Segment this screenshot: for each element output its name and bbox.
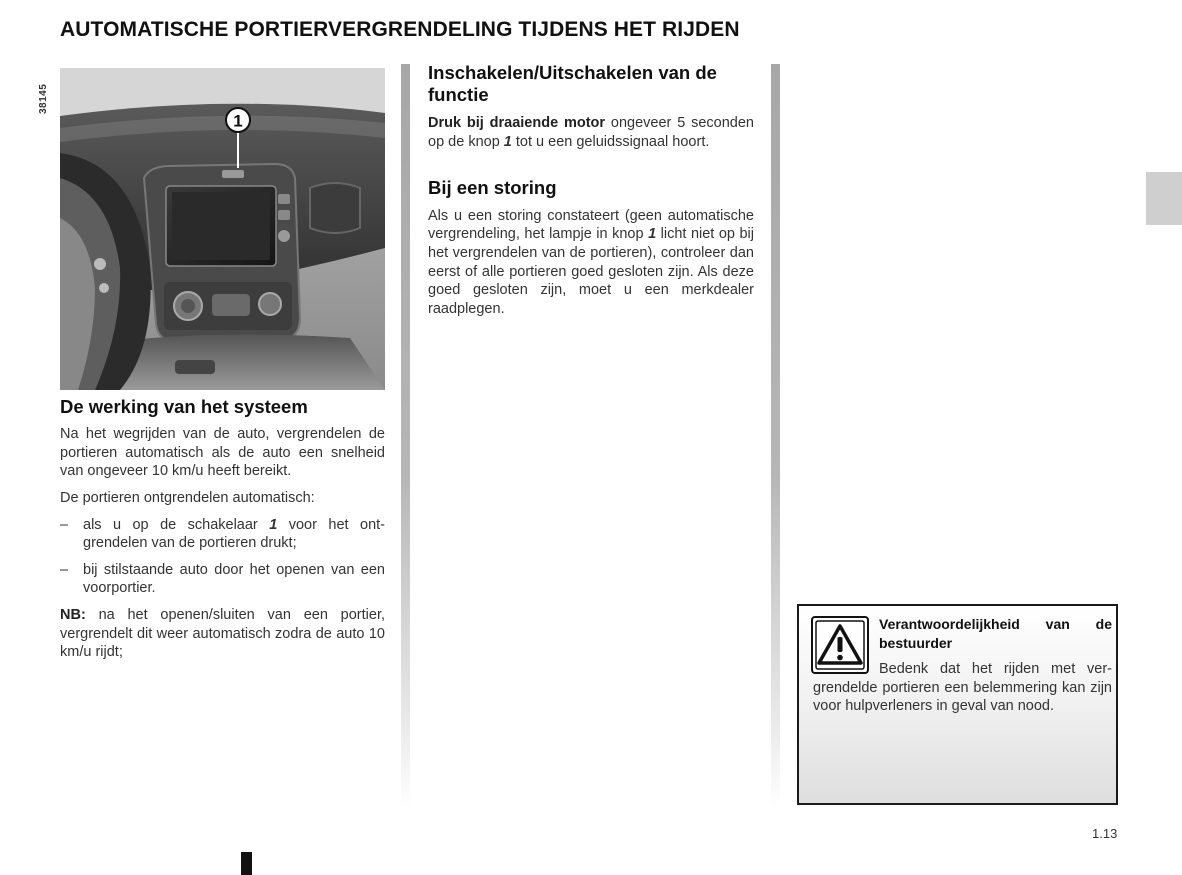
warning-content: [813, 615, 1112, 716]
section-heading: Bij een storing: [428, 176, 557, 198]
reference-number: 1: [648, 226, 657, 243]
paragraph: Als u een storing constateert (geen automatische vergrendeling, het lampje in knop 1 licht niet op bij het vergrendelen van de portieren), controleer dan eerst of alle portieren goed gesloten zijn. Als deze goed gesloten zijn, moet u een merkdealer raadplegen.: [428, 207, 754, 317]
list-item: – als u op de schakelaar 1 voor het ontgrendelen van de portieren drukt;: [60, 516, 385, 553]
page-title: AUTOMATISCHE PORTIERVERGRENDELING TIJDENS HET RIJDEN: [60, 18, 740, 41]
column-divider: [771, 64, 780, 809]
reference-number: 1: [503, 133, 512, 150]
dashboard-figure: [38, 68, 385, 390]
section-heading: De werking van het systeem: [60, 396, 308, 417]
page-number: 1.13: [1092, 826, 1118, 841]
dashboard-photo: [60, 68, 385, 390]
list-item: – bij stilstaande auto door het openen van een voorportier.: [60, 561, 385, 598]
warning-title: Verantwoordelijkheid van de bestuurder: [879, 616, 1112, 651]
warning-body: Bedenk dat het rijden met vergrendelde portieren een belemmering kan zijn voor hulpverleners in geval van nood.: [813, 661, 1112, 715]
figure-id: 38145: [38, 83, 49, 114]
chapter-tab: [1146, 172, 1182, 225]
dash-list: [60, 516, 385, 598]
left-column: [38, 68, 386, 670]
paragraph: De portieren ontgrendelen automatisch:: [60, 489, 315, 506]
paragraph: Druk bij draaiende motor ongeveer 5 seconden op de knop 1 tot u een geluidssignaal hoort.: [428, 115, 754, 150]
callout-1: 1: [233, 111, 243, 131]
section-heading: Inschakelen/Uitschakelen van de functie: [428, 62, 717, 106]
emphasis: Druk bij draaiende motor: [428, 115, 606, 132]
column-divider: [401, 64, 410, 809]
page-marker: [241, 852, 252, 875]
paragraph: Na het wegrijden van de auto, vergrendelen de portieren automatisch als de auto een snelheid van ongeveer 10 km/u heeft bereikt.: [60, 426, 385, 480]
middle-column: [428, 62, 754, 326]
note-paragraph: NB: na het openen/sluiten van een portier, vergrendelt dit weer automatisch zodra de auto 10 km/u rijdt;: [60, 606, 385, 661]
reference-number: 1: [269, 516, 278, 533]
note-label: NB:: [60, 606, 86, 623]
warning-box: [797, 604, 1118, 805]
